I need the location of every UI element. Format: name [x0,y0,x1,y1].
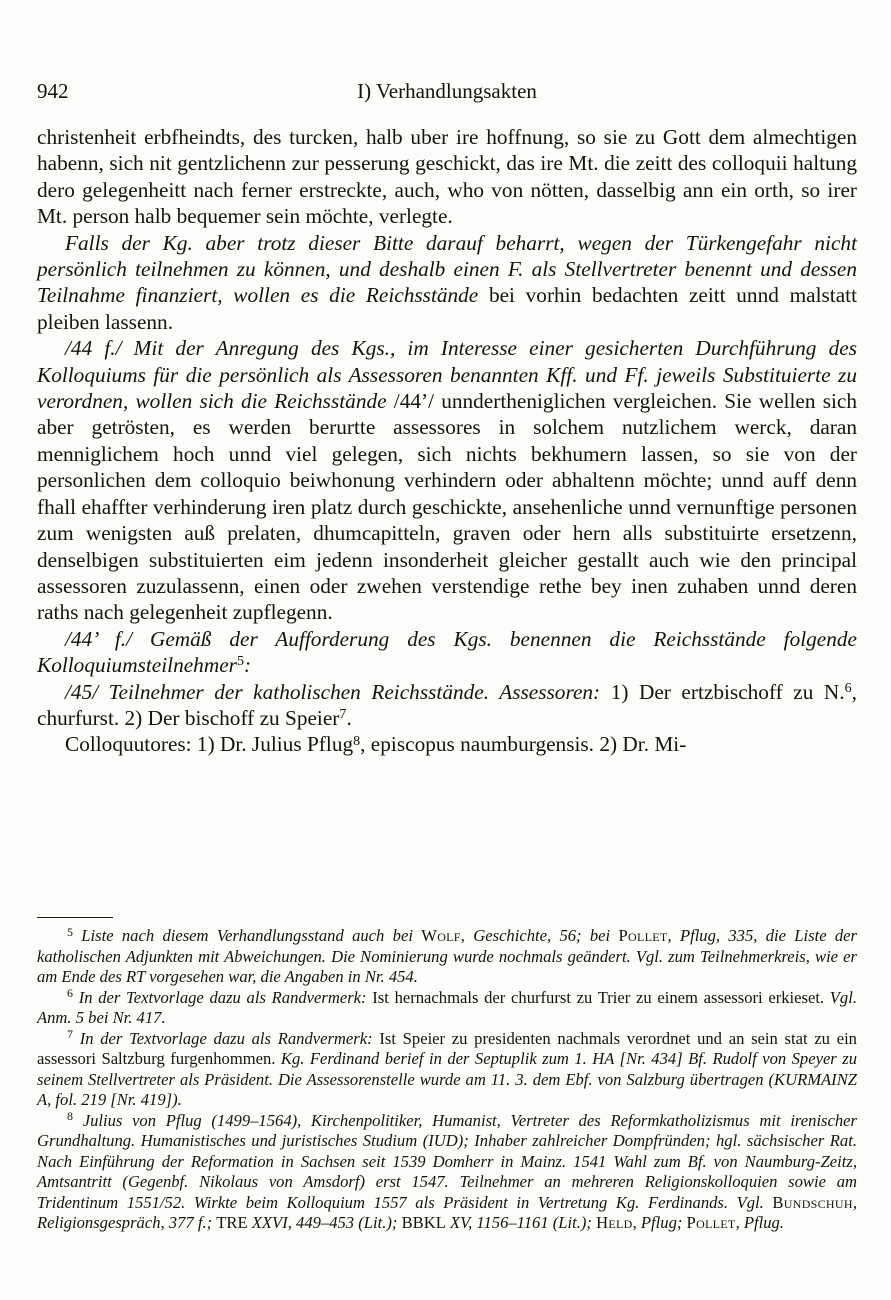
text-run: Ist hernachmals der churfurst zu Trier zu einem assessori erkieset. [372,987,830,1007]
text-run: , churfurst. 2) Der bischoff zu Speier [37,679,857,730]
text-run: bei vorhin bedachten zeitt unnd malstatt pleiben lassenn. [37,283,857,334]
text-run: In der Textvorlage dazu als Randvermerk: [79,1028,380,1048]
text-run: Liste nach diesem Verhandlungsstand auch bei [81,926,422,945]
text-run: , Pflug; [632,1213,687,1232]
text-run: , Geschichte, 56; bei [460,926,619,945]
text-run: 1) Der ertzbischoff zu N. [610,679,845,704]
footnote-reference: 5 [236,653,244,670]
footnote-reference: 7 [339,706,347,723]
footnotes-list [37,926,857,1234]
footnote-item [37,1111,857,1234]
body-text [37,124,857,758]
text-run: Wolf [421,926,461,945]
text-run: Ist Speier zu presidenten nachmals verordnet und an sein stat zu ein assessori Saltzburg furgenhommen. [37,1028,857,1068]
text-run: /44 f./ Mit der Anregung des Kgs., im Interesse einer gesicherten Durchführung des Kolloquiums für die persönlich als Assessoren benannten Kff. und Ff. jeweils Substituierte zu verordnen, wollen sich die Reichsstände [37,336,857,414]
text-run: . [346,705,352,730]
text-run: christenheit erbfheindts, des turcken, halb uber ire hoffnung, so sie zu Gott dem almechtigen habenn, sich nit gentzlichenn zur pesserung geschickt, das ire Mt. die zeitt des colloquii haltung dero gelegenheitt nach ferner erstreckte, auch, who von nötten, dasselbig ann ein orth, so irer Mt. person halb bequemer sein möchte, verlegte. [37,125,857,229]
text-run: /44’ f./ Gemäß der Aufforderung des Kgs. benennen die Reichsstände folgende Kolloquiumsteilnehmer [37,626,857,678]
footnote-item [37,988,857,1029]
text-run: Bundschuh [772,1192,853,1212]
body-paragraph [37,731,857,757]
text-run: Julius von Pflug (1499–1564), Kirchenpolitiker, Humanist, Vertreter des Reformkatholizismus mit irenischer Grundhaltung. Humanistisches und juristisches Studium (IUD); Inhaber zahlreicher Dompfründen; hgl. sächsischer Rat. Nach Einführung der Reformation in Sachsen seit 1539 Domherr in Mainz. 1541 Wahl zum Bf. von Naumburg-Zeitz, Amtsantritt (Gegenbf. Nikolaus von Amsdorf) erst 1547. Teilnehmer an mehreren Religionskolloquien sowie am Tridentinum 1551/52. Wirkte beim Kolloquium 1557 als Präsident in Vertretung Kg. Ferdinands. Vgl. [37,1110,857,1212]
text-run: BBKL [401,1213,446,1232]
footnote-item [37,1029,857,1111]
footnote-number: 8 [67,1109,73,1124]
page-number: 942 [37,79,69,103]
text-run: /44’/ unndertheniglichen vergleichen. Sie wellen sich aber getrösten, es werden berurtte assessores in solchem nutzlichem werck, daran menniglichem hoch unnd viel gelegen, sich nichts bekhumern lassen, so sie von der personlichen dem colloquio beiwhonung verhindern oder abhaltenn möchte; unnd auff denn fhall ehaffter verhinderung iren platz durch geschickte, ansehenliche unnd vernunftige personen zum wenigsten auß prelaten, dhumcapitteln, graven oder hern alls substituirte ersetzenn, denselbigen substituierten eim jedenn insonderheit gleicher gestallt auch wie den principal assessoren zuzulassenn, einen oder zwehen verstendige rethe bey inen zuhaben unnd deren raths nach gelegenheit zupflegenn. [37,389,857,625]
body-paragraph [37,335,857,625]
footnote-item [37,926,857,988]
footnote-reference: 8 [353,732,361,749]
text-run: XV, 1156–1161 (Lit.); [445,1213,597,1232]
text-run: Falls der Kg. aber trotz dieser Bitte darauf beharrt, wegen der Türkengefahr nicht persönlich teilnehmen zu können, und deshalb einen F. als Stellvertreter benennt und dessen Teilnahme finanziert, wollen es die Reichsstände [37,230,857,308]
text-run: , Pflug. [735,1213,784,1232]
body-paragraph [37,230,857,336]
running-head-title: I) Verhandlungsakten [357,79,537,103]
text-run: Pollet [686,1213,736,1232]
footnote-separator-rule [37,917,113,918]
footnotes-section [37,917,857,1234]
body-paragraph [37,124,857,230]
text-run: Vgl. Anm. 5 bei Nr. 417. [37,987,857,1027]
text-run: Held [596,1213,633,1232]
footnote-number: 6 [67,986,73,1001]
body-paragraph [37,626,857,679]
text-run: : [243,653,252,678]
text-run: Colloquutores: 1) Dr. Julius Pflug [65,732,354,757]
text-run: /45/ Teilnehmer der katholischen Reichsstände. Assessoren: [65,679,611,704]
text-run: TRE [216,1213,248,1232]
text-run: , Pflug, 335, die Liste der katholischen Adjunkten mit Abweichungen. Die Nominierung wurde nochmals geändert. Vgl. zum Teilnehmerkreis, wie er am Ende des RT vorgesehen war, die Angaben in Nr. 454. [37,926,858,986]
body-paragraph [37,679,857,732]
footnote-number: 7 [67,1027,73,1042]
running-head [37,79,857,104]
text-run: Kg. Ferdinand berief in der Septuplik zum 1. HA [Nr. 434] Bf. Rudolf von Speyer zu seinem Stellvertreter als Präsident. Die Assessorenstelle wurde am 11. 3. dem Ebf. von Salzburg übertragen (KURMAINZ A, fol. 219 [Nr. 419]). [37,1049,857,1109]
text-run: , episcopus naumburgensis. 2) Dr. Mi- [360,732,687,757]
text-run: Pollet [618,926,668,945]
text-run: , Religionsgespräch, 377 f.; [37,1192,857,1232]
footnote-number: 5 [67,924,73,939]
text-run: In der Textvorlage dazu als Randvermerk: [78,987,373,1007]
footnote-reference: 6 [844,679,852,696]
text-run: XXVI, 449–453 (Lit.); [247,1213,402,1232]
